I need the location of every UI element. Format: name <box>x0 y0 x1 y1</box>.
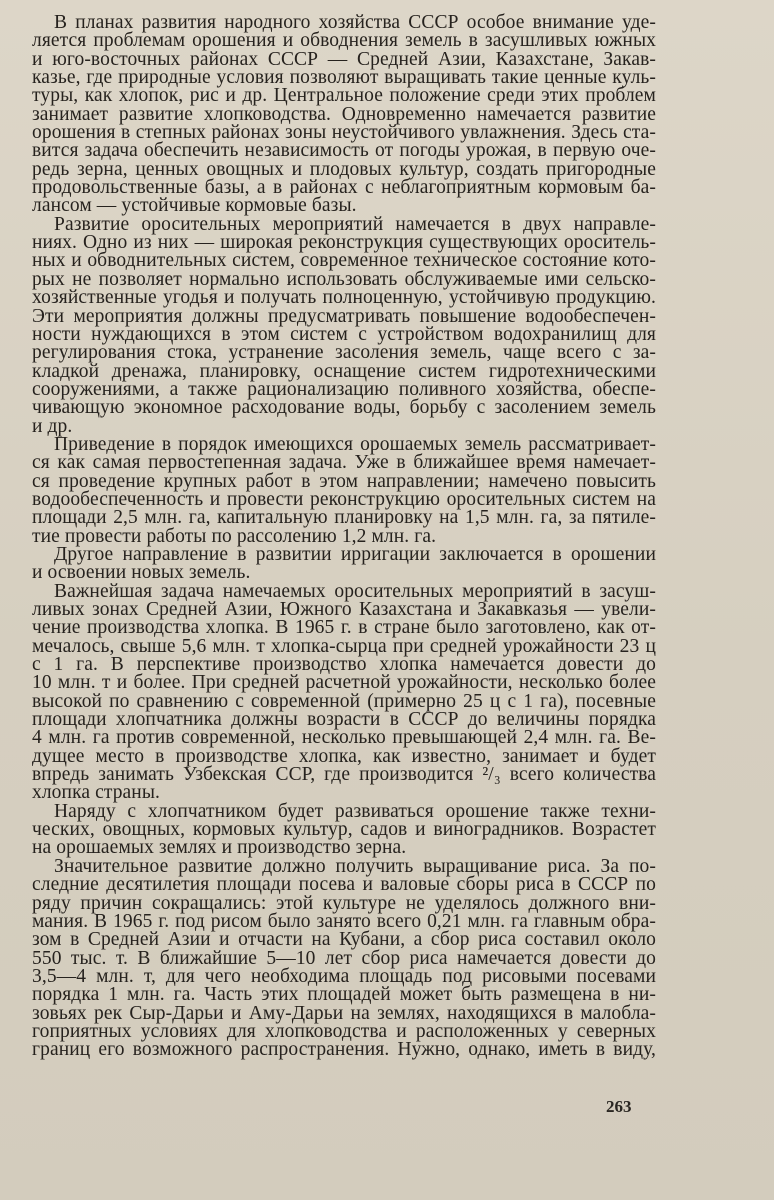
text-line: Наряду с хлопчатником будет развиваться орошение также техни- <box>54 800 656 822</box>
text-line: сооружениями, а также рационализацию поливного хозяйства, обеспе- <box>32 378 656 400</box>
text-line: ляется проблемам орошения и обводнения земель в засушливых южных <box>32 30 656 52</box>
text-line: площади 2,5 млн. га, капитальную планировку на 1,5 млн. га, за пятиле- <box>32 507 656 529</box>
paragraph-4 <box>32 543 656 584</box>
text-line: хозяйственные угодья и получать полноценную, устойчивую продукцию. <box>32 287 656 309</box>
text-line: орошения в степных районах зоны неустойчивого увлажнения. Здесь ста- <box>32 122 656 144</box>
paragraph-6 <box>32 800 656 859</box>
text-line: 3,5—4 млн. т, для чего необходима площадь под рисовыми посевами <box>32 965 656 987</box>
text-line: с 1 га. В перспективе производство хлопка намечается довести до <box>32 654 656 676</box>
text-line: и др. <box>32 415 73 437</box>
text-line: впредь занимать Узбекская ССР, где производится ²/₃ всего количества <box>32 764 656 786</box>
text-line: рых не позволяет нормально использовать обслуживаемые ими сельско- <box>32 268 656 290</box>
text-line: мечалось, свыше 5,6 млн. т хлопка-сырца при средней урожайности 23 ц <box>32 635 656 657</box>
page-body <box>32 14 656 1060</box>
text-line: Развитие оросительных мероприятий намечается в двух направле- <box>54 213 656 235</box>
text-line: редь зерна, ценных овощных и плодовых культур, создать пригородные <box>32 158 656 180</box>
paragraph-7 <box>32 855 656 1061</box>
text-line: вится задача обеспечить независимость от погоды урожая, в первую оче- <box>32 140 656 162</box>
text-line: Значительное развитие должно получить выращивание риса. За по- <box>54 855 656 877</box>
text-line: ливых зонах Средней Азии, Южного Казахстана и Закавказья — увели- <box>32 599 656 620</box>
text-line: 4 млн. га против современной, несколько превышающей 2,4 млн. га. Ве- <box>32 727 656 749</box>
text-line: продовольственные базы, а в районах с неблагоприятным кормовым ба- <box>32 177 656 199</box>
text-line: и освоении новых земель. <box>32 562 251 584</box>
text-line: кладкой дренажа, планировку, оснащение систем гидротехническими <box>32 360 656 382</box>
paragraph-3 <box>32 433 656 547</box>
text-line: следние десятилетия площади посева и валовые сборы риса в СССР по <box>32 874 656 896</box>
text-line: мания. В 1965 г. под рисом было занято всего 0,21 млн. га главным обра- <box>32 910 656 932</box>
text-line: порядка 1 млн. га. Часть этих площадей может быть размещена в ни- <box>32 984 656 1006</box>
text-line: ности нуждающихся в этом систем с устройством водохранилищ для <box>32 323 656 345</box>
text-line: тие провести работы по рассолению 1,2 млн. га. <box>32 525 437 547</box>
text-line: лансом — устойчивые кормовые базы. <box>32 195 357 217</box>
text-line: дущее место в производстве хлопка, как известно, занимает и будет <box>32 745 656 767</box>
text-line: чение производства хлопка. В 1965 г. в стране было заготовлено, как от- <box>32 617 656 639</box>
text-line: ных и обводнительных систем, современное техническое состояние кото- <box>32 250 656 272</box>
text-line: чивающую экономное расходование воды, борьбу с засолением земель <box>32 397 656 419</box>
text-line: высокой по сравнению с современной (примерно 25 ц с 1 га), посевные <box>32 690 656 712</box>
text-line: регулирования стока, устранение засоления земель, чаще всего с за- <box>32 342 656 364</box>
text-line: занимает развитие хлопководства. Одновременно намечается развитие <box>32 103 656 125</box>
text-line: зовьях рек Сыр-Дарьи и Аму-Дарьи на землях, находящихся в малобла- <box>32 1002 656 1024</box>
text-line: ся как самая первостепенная задача. Уже в ближайшее время намечает- <box>32 452 656 474</box>
text-line: Другое направление в развитии ирригации заключается в орошении <box>54 543 656 565</box>
text-line: Эти мероприятия должны предусматривать повышение водообеспечен- <box>32 305 656 327</box>
text-line: Приведение в порядок имеющихся орошаемых земель рассматривает- <box>54 433 656 455</box>
page-number: 263 <box>606 1097 632 1116</box>
text-line: хлопка страны. <box>32 782 161 804</box>
text-line: ческих, овощных, кормовых культур, садов и виноградников. Возрастет <box>32 819 656 841</box>
text-line: 10 млн. т и более. При средней расчетной урожайности, несколько более <box>32 672 656 694</box>
paragraph-5 <box>32 580 656 804</box>
text-line: площади хлопчатника должны возрасти в СССР до величины порядка <box>32 709 656 731</box>
text-line: 550 тыс. т. В ближайшие 5—10 лет сбор риса намечается довести до <box>32 947 656 969</box>
text-line: на орошаемых землях и производство зерна. <box>32 837 407 859</box>
text-line: и юго-восточных районах СССР — Средней Азии, Казахстане, Закав- <box>32 48 656 70</box>
text-line: казье, где природные условия позволяют выращивать такие ценные куль- <box>32 67 656 89</box>
text-line: туры, как хлопок, рис и др. Центральное положение среди этих проблем <box>32 85 656 107</box>
paragraph-1 <box>32 14 656 216</box>
text-line: В планах развития народного хозяйства СССР особое внимание уде- <box>54 12 656 33</box>
text-line: границ его возможного распространения. Нужно, однако, иметь в виду, <box>32 1039 656 1061</box>
text-line: водообеспеченность и провести реконструкцию оросительных систем на <box>32 488 656 510</box>
text-line: ся проведение крупных работ в этом направлении; намечено повысить <box>32 470 656 492</box>
text-line: Важнейшая задача намечаемых оросительных мероприятий в засуш- <box>54 580 656 602</box>
text-line: гоприятных условиях для хлопководства и расположенных у северных <box>32 1020 656 1042</box>
paragraph-2 <box>32 213 656 437</box>
text-line: ниях. Одно из них — широкая реконструкция существующих ороситель- <box>32 232 656 254</box>
text-line: ряду причин сокращались: этой культуре не уделялось должного вни- <box>32 892 656 914</box>
text-line: зом в Средней Азии и отчасти на Кубани, а сбор риса составил около <box>32 929 656 951</box>
